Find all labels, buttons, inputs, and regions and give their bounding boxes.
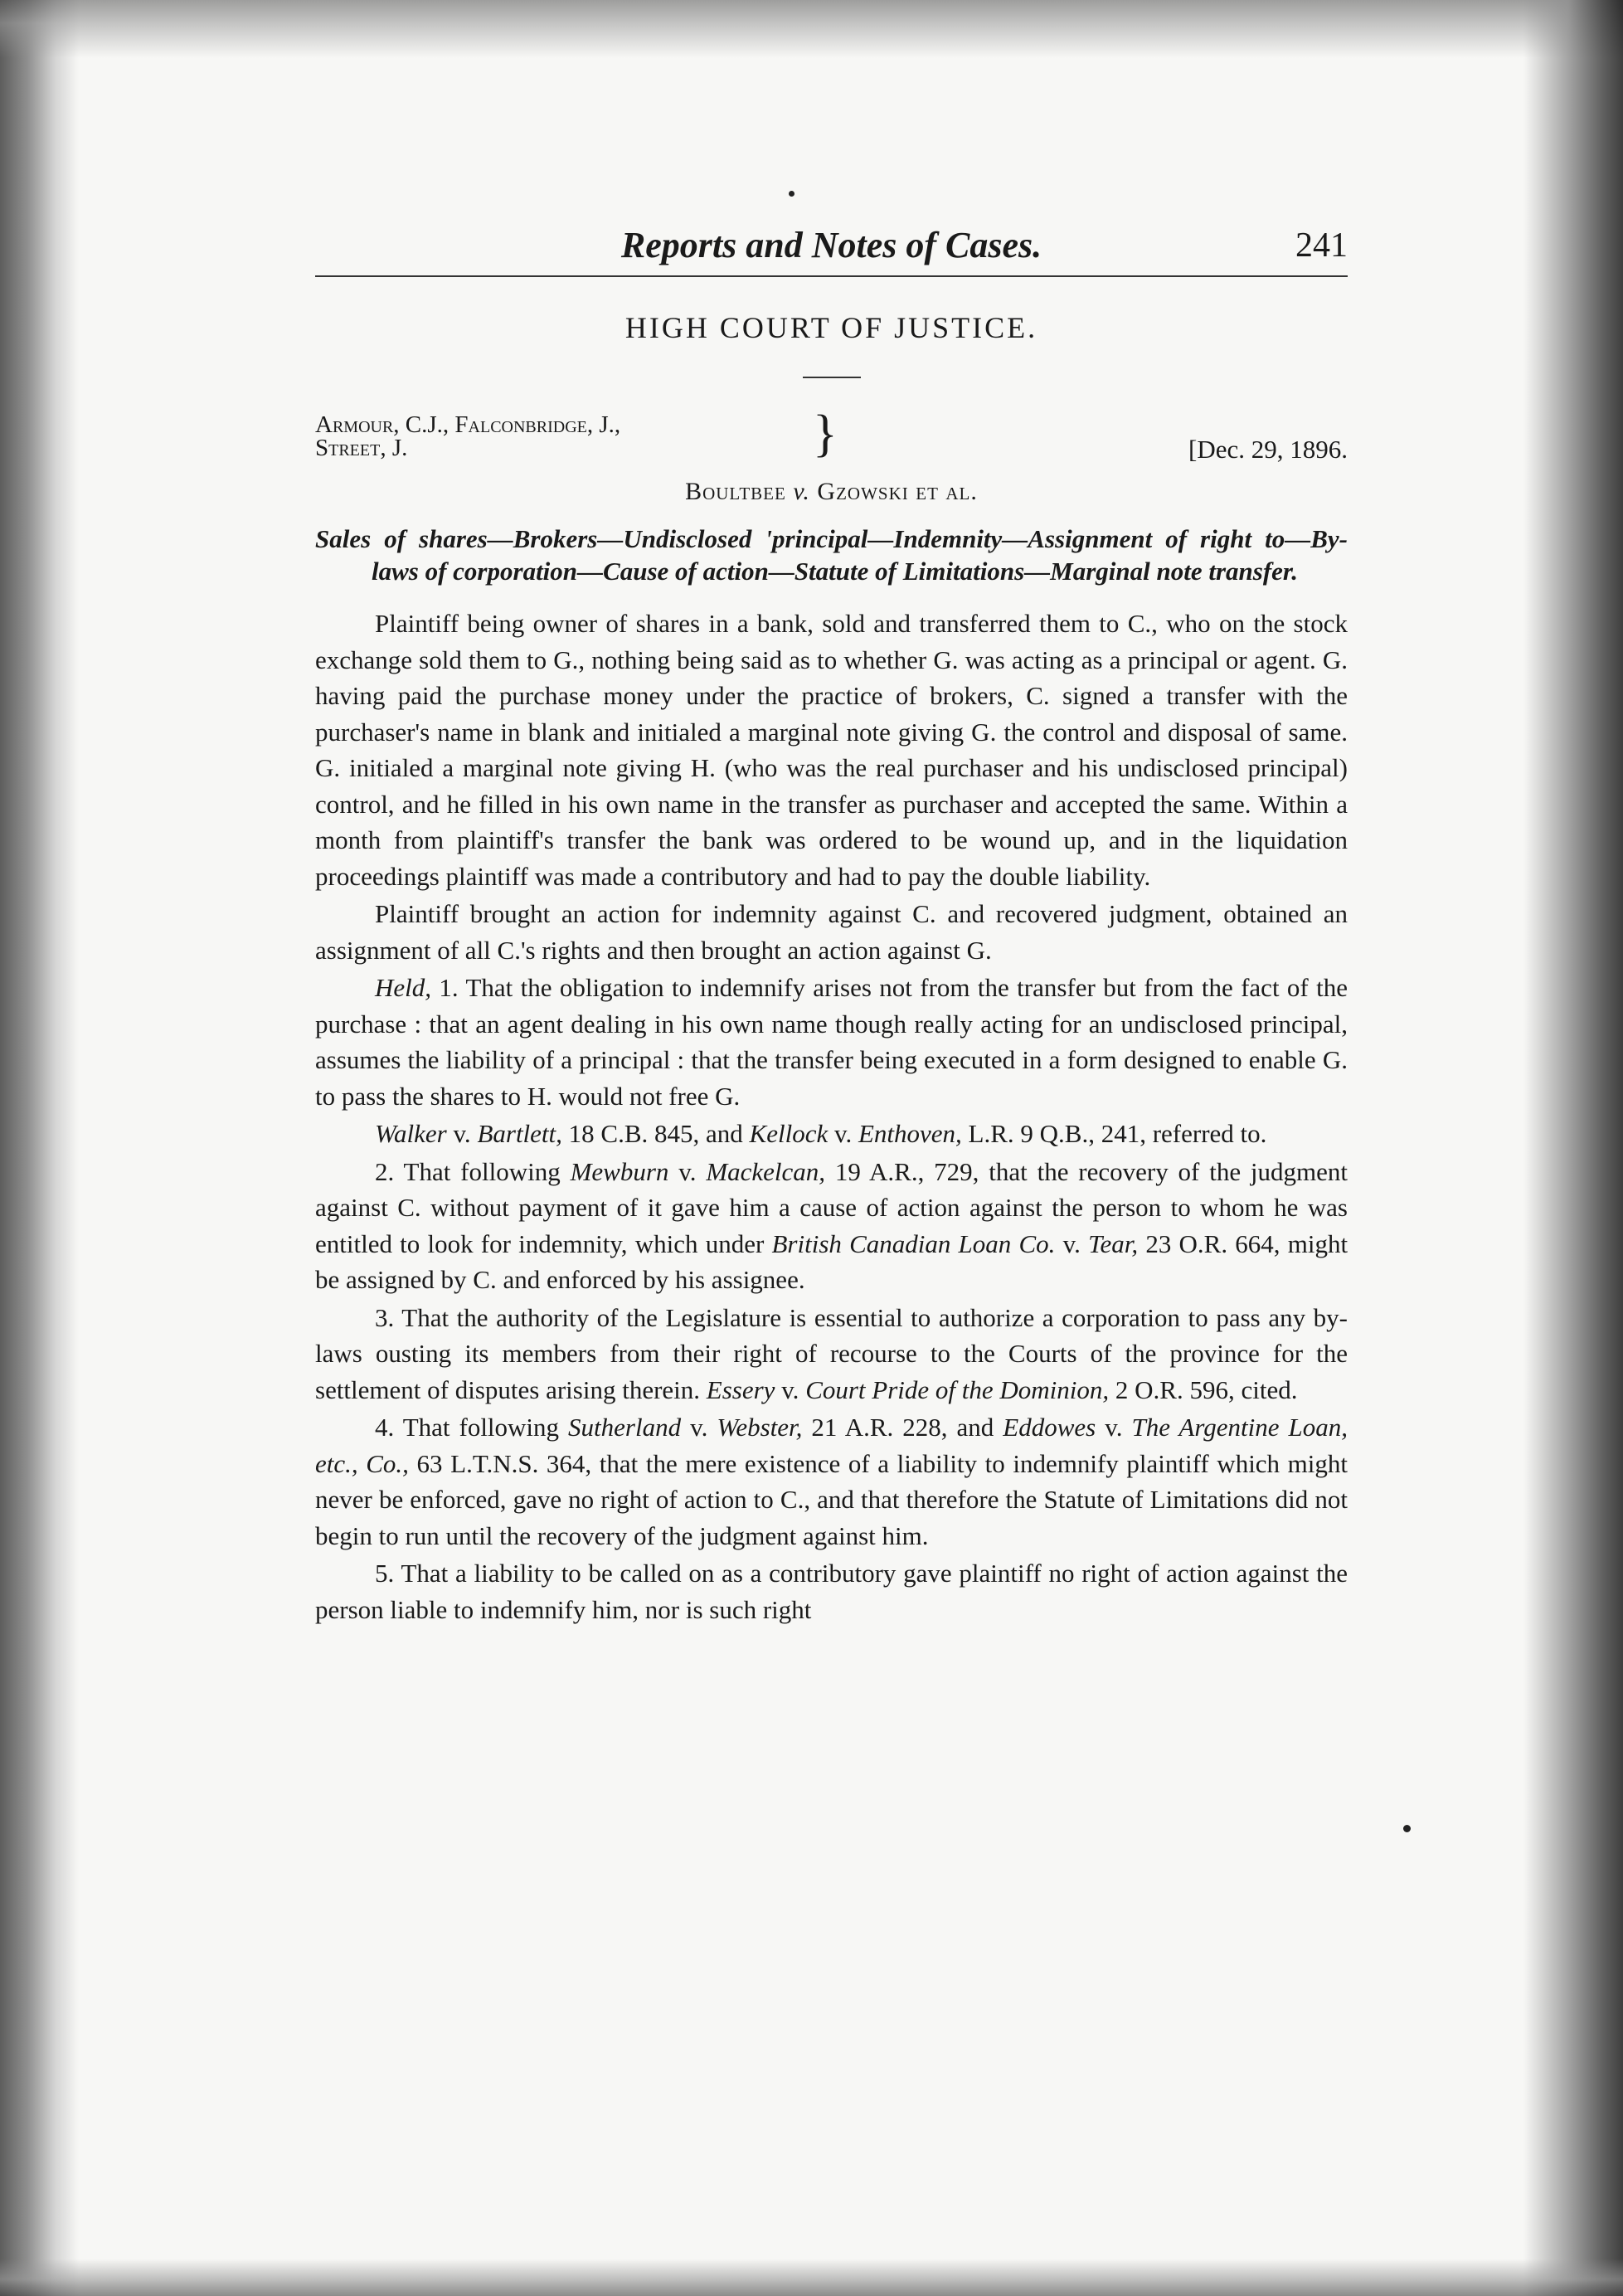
running-header <box>315 224 1348 277</box>
scan-speck <box>1403 1825 1411 1832</box>
report-body <box>315 606 1348 1627</box>
case-name <box>315 478 1348 506</box>
divider <box>803 377 861 378</box>
paragraph-held-5: 5. That a liability to be called on as a contributory gave plaintiff no right of action against the person liable to indemnify him, nor is such right <box>315 1559 1348 1624</box>
headnote: Sales of shares—Brokers—Undisclosed 'principal—Indemnity—Assignment of right to—By-laws of corporation—Cause of action—Statute of Limitations—Marginal note transfer. <box>315 524 1348 586</box>
scan-shadow-left <box>0 0 79 2296</box>
brace: } <box>813 406 838 462</box>
paragraph-held-3: 3. That the authority of the Legislature is essential to authorize a corporation to pass any by-laws ousting its members from their right of recourse to the Courts of the province for the settlement of disputes arising therein. Essery v. Court Pride of the Dominion, 2 O.R. 596, cited. <box>315 1302 1348 1404</box>
page-number: 241 <box>1295 226 1348 265</box>
running-title: Reports and Notes of Cases. <box>620 225 1042 265</box>
paragraph-held-2: 2. That following Mewburn v. Mackelcan, 19 A.R., 729, that the recovery of the judgment against C. without payment of it gave him a cause of action against the person to whom he was entitled to look for indemnity, which under British Canadian Loan Co. v. Tear, 23 O.R. 664, might be assigned by C. and enforced by his assignee. <box>315 1156 1348 1294</box>
decision-date: [Dec. 29, 1896. <box>1188 435 1348 464</box>
paragraph-facts: Plaintiff being owner of shares in a bank, sold and transferred them to C., who on the stock exchange sold them to G., nothing being said as to whether G. was acting as a principal or agent. G. having paid the purchase money under the practice of brokers, C. signed a transfer with the purchaser's name in blank and initialed a marginal note giving G. the control and disposal of same. G. initialed a marginal note giving H. (who was the real purchaser and his undisclosed principal) control, and he filled in his own name in the transfer as purchaser and accepted the same. Within a month from plaintiff's transfer the bank was ordered to be wound up, and in the liquidation proceedings plaintiff was made a contributory and had to pay the double liability. <box>315 609 1348 891</box>
scan-shadow-bottom <box>0 2259 1623 2296</box>
judges-line-1: Armour, C.J., Falconbridge, J., <box>315 411 621 438</box>
scan-shadow-top <box>0 0 1623 58</box>
paragraph-held-4: 4. That following Sutherland v. Webster, 21 A.R. 228, and Eddowes v. The Argentine Loan, etc., Co., 63 L.T.N.S. 364, that the mere existence of a liability to indemnify plaintiff which might never be enforced, gave no right of action to C., and that therefore the Statute of Limitations did not begin to run until the recovery of the judgment against him. <box>315 1413 1348 1550</box>
paragraph-action: Plaintiff brought an action for indemnity against C. and recovered judgment, obtained an assignment of all C.'s rights and then brought an action against G. <box>315 899 1348 965</box>
plaintiff-name: Boultbee <box>685 478 786 505</box>
judges <box>315 413 620 460</box>
court-heading: HIGH COURT OF JUSTICE. <box>624 311 1038 344</box>
paragraph-citations: Walker v. Bartlett, 18 C.B. 845, and Kellock v. Enthoven, L.R. 9 Q.B., 241, referred to. <box>375 1119 1267 1148</box>
page <box>315 224 1348 1627</box>
paragraph-held-1: Held, 1. That the obligation to indemnify arises not from the transfer but from the fact of the purchase : that an agent dealing in his own name though really acting for an undisclosed principal, assumes the liability of a principal : that the transfer being executed in a form designed to enable G. to pass the shares to H. would not free G. <box>315 973 1348 1111</box>
held-label: Held, <box>375 973 432 1002</box>
versus: v. <box>793 478 810 505</box>
judges-line-2: Street, J. <box>315 435 408 461</box>
defendant-name: Gzowski et al. <box>817 478 978 505</box>
scan-speck <box>789 191 794 197</box>
scan-shadow-right <box>1523 0 1623 2296</box>
judges-row <box>315 406 1348 464</box>
